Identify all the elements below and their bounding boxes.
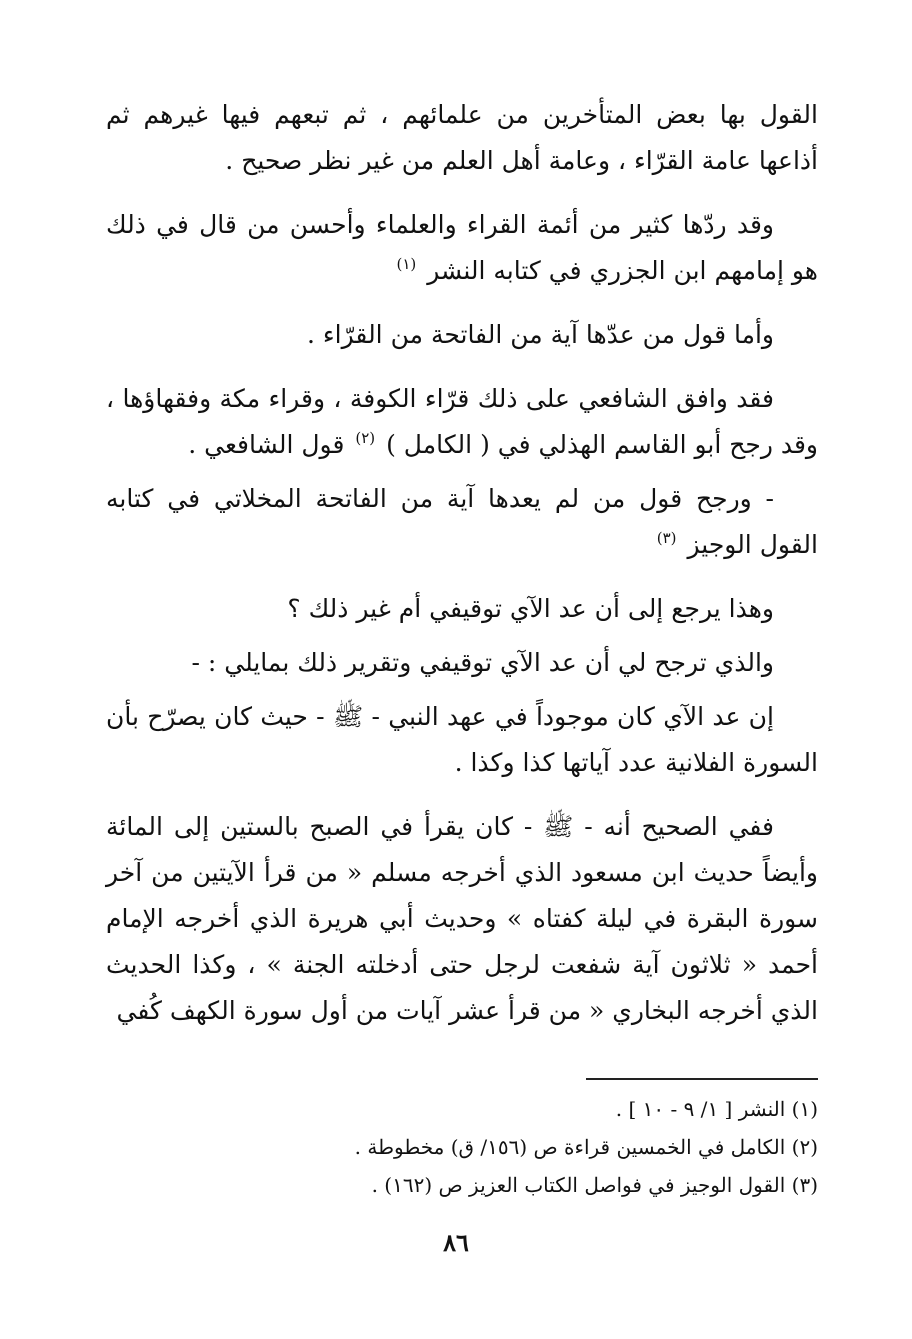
paragraph-7-text: والذي ترجح لي أن عد الآي توقيفي وتقرير ذلك بمايلي : - [191, 648, 774, 677]
paragraph-4-text-after: قول الشافعي . [188, 430, 345, 459]
paragraph-6 [106, 586, 818, 632]
footnote-1: (١) النشر [ ١/ ٩ - ١٠ ] . [615, 1097, 818, 1121]
paragraph-8 [106, 694, 818, 786]
footnote-2: (٢) الكامل في الخمسين قراءة ص (١٥٦/ ق) مخطوطة . [354, 1135, 818, 1159]
paragraph-7 [106, 640, 818, 686]
paragraph-2 [106, 202, 818, 294]
paragraph-1-text: القول بها بعض المتأخرين من علمائهم ، ثم تبعهم فيها غيرهم ثم أذاعها عامة القرّاء ، وعامة أهل العلم من غير نظر صحيح . [106, 100, 818, 175]
footnote-ref-2[interactable]: (٢) [355, 429, 376, 447]
page-number: ٨٦ [443, 1228, 469, 1257]
paragraph-6-text: وهذا يرجع إلى أن عد الآي توقيفي أم غير ذلك ؟ [287, 594, 774, 623]
paragraph-4-text: فقد وافق الشافعي على ذلك قرّاء الكوفة ، وقراء مكة وفقهاؤها ، وقد رجح أبو القاسم الهذلي في ( الكامل ) [106, 384, 818, 459]
footnotes [106, 1090, 818, 1204]
paragraph-3 [106, 312, 818, 358]
footnote-ref-1[interactable]: (١) [396, 255, 417, 273]
main-text [106, 92, 818, 1052]
paragraph-4 [106, 376, 818, 468]
paragraph-2-text: وقد ردّها كثير من أئمة القراء والعلماء وأحسن من قال في ذلك هو إمامهم ابن الجزري في كتابه النشر [106, 210, 818, 285]
paragraph-9 [106, 804, 818, 1034]
footnote-ref-3[interactable]: (٣) [656, 529, 677, 547]
paragraph-1 [106, 92, 818, 184]
paragraph-9-text: ففي الصحيح أنه - ﷺ - كان يقرأ في الصبح بالستين إلى المائة وأيضاً حديث ابن مسعود الذي أخرجه مسلم « من قرأ الآيتين من آخر سورة البقرة في ليلة كفتاه » وحديث أبي هريرة الذي أخرجه الإمام أحمد « ثلاثون آية شفعت لرجل حتى أدخلته الجنة » ، وكذا الحديث الذي أخرجه البخاري « من قرأ عشر آيات من أول سورة الكهف كُفي [106, 812, 818, 1025]
paragraph-5 [106, 476, 818, 568]
paragraph-3-text: وأما قول من عدّها آية من الفاتحة من القرّاء . [307, 320, 774, 349]
paragraph-5-text: - ورجح قول من لم يعدها آية من الفاتحة المخلاتي في كتابه القول الوجيز [106, 484, 818, 559]
footnote-3: (٣) القول الوجيز في فواصل الكتاب العزيز ص (١٦٢) . [371, 1173, 818, 1197]
footnote-divider [586, 1078, 818, 1080]
paragraph-8-text: إن عد الآي كان موجوداً في عهد النبي - ﷺ - حيث كان يصرّح بأن السورة الفلانية عدد آياتها كذا وكذا . [106, 702, 818, 777]
